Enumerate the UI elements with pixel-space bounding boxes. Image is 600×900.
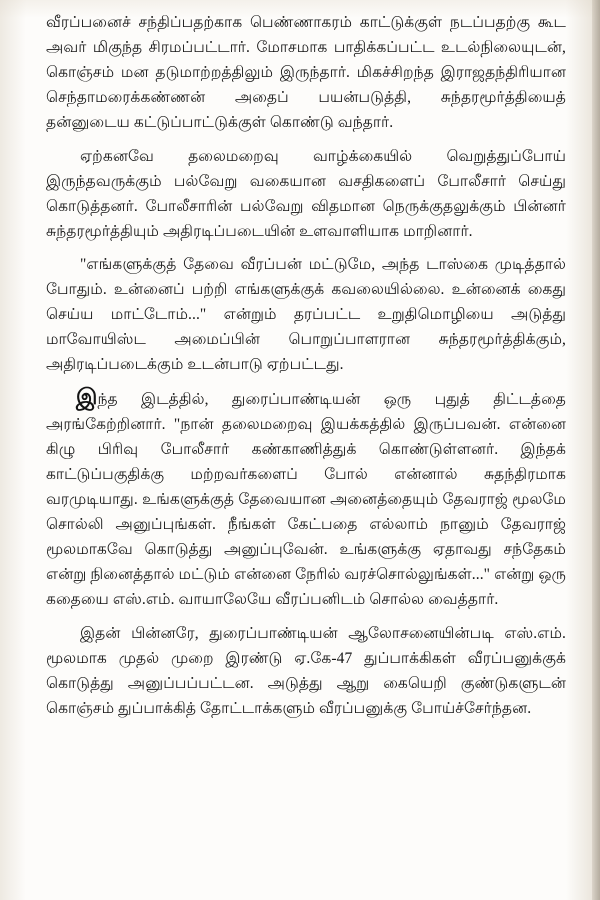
paragraph-3: "எங்களுக்குத் தேவை வீரப்பன் மட்டுமே, அந்த டாஸ்கை முடித்தால் போதும். உன்னைப் பற்றி எங்களுக்குக் கவலையில்லை. உன்னைக் கைது செய்ய மாட்டோம்..." என்றும் தரப்பட்ட உறுதிமொழியை அடுத்து மாவோயிஸ்ட அமைப்பின் பொறுப்பாளரான சுந்தரமூர்த்திக்கும், அதிரடிப்படைக்கும் உடன்பாடு ஏற்பட்டது. bbox=[46, 255, 566, 374]
page-body bbox=[46, 10, 566, 721]
paragraph-1: வீரப்பனைச் சந்திப்பதற்காக பெண்ணாகரம் காட்டுக்குள் நடப்பதற்கு கூட அவர் மிகுந்த சிரமப்பட்டார். மோசமாக பாதிக்கப்பட்ட உடல்நிலையுடன், கொஞ்சம் மன தடுமாற்றத்திலும் இருந்தார். மிகச்சிறந்த இராஜதந்திரியான செந்தாமரைக்கண்ணன் அதைப் பயன்படுத்தி, சுந்தரமூர்த்தியைத் தன்னுடைய கட்டுப்பாட்டுக்குள் கொண்டு வந்தார். bbox=[46, 14, 566, 132]
paragraph-4-text: ந்த இடத்தில், துரைப்பாண்டியன் ஒரு புதுத் திட்டத்தை அரங்கேற்றினார். "நான் தலைமறைவு இயக்கத்தில் இருப்பவன். என்னை கிழு பிரிவு போலீசார் கண்காணித்துக் கொண்டுள்ளனர். இந்தக் காட்டுப்பகுதிக்கு மற்றவர்களைப் போல் என்னால் சுதந்திரமாக வரமுடியாது. உங்களுக்குத் தேவையான அனைத்தையும் தேவராஜ் மூலமே சொல்லி அனுப்புங்கள். நீங்கள் கேட்பதை எல்லாம் நானும் தேவராஜ் மூலமாகவே கொடுத்து அனுப்புவேன். உங்களுக்கு ஏதாவது சந்தேகம் என்று நினைத்தால் மட்டும் என்னை நேரில் வரச்சொல்லுங்கள்..." என்று ஒரு கதையை எஸ்.எம். வாயாலேயே வீரப்பனிடம் சொல்ல வைத்தார். bbox=[46, 390, 566, 609]
paragraph-4 bbox=[46, 383, 566, 613]
paragraph-2: ஏற்கனவே தலைமறைவு வாழ்க்கையில் வெறுத்துப்போய் இருந்தவருக்கும் பல்வேறு வகையான வசதிகளைப் போலீசார் செய்து கொடுத்தனர். போலீசாரின் பல்வேறு விதமான நெருக்குதலுக்கும் பின்னர் சுந்தரமூர்த்தியும் அதிரடிப்படையின் உளவாளியாக மாறினார். bbox=[46, 147, 566, 240]
drop-cap: இ bbox=[76, 383, 98, 409]
paragraph-5: இதன் பின்னரே, துரைப்பாண்டியன் ஆலோசனையின்படி எஸ்.எம். மூலமாக முதல் முறை இரண்டு ஏ.கே-47 துப்பாக்கிகள் வீரப்பனுக்குக் கொடுத்து அனுப்பப்பட்டன. அடுத்து ஆறு கையெறி குண்டுகளுடன் கொஞ்சம் துப்பாக்கித் தோட்டாக்களும் வீரப்பனுக்கு போய்ச்சேர்ந்தன. bbox=[46, 624, 566, 717]
